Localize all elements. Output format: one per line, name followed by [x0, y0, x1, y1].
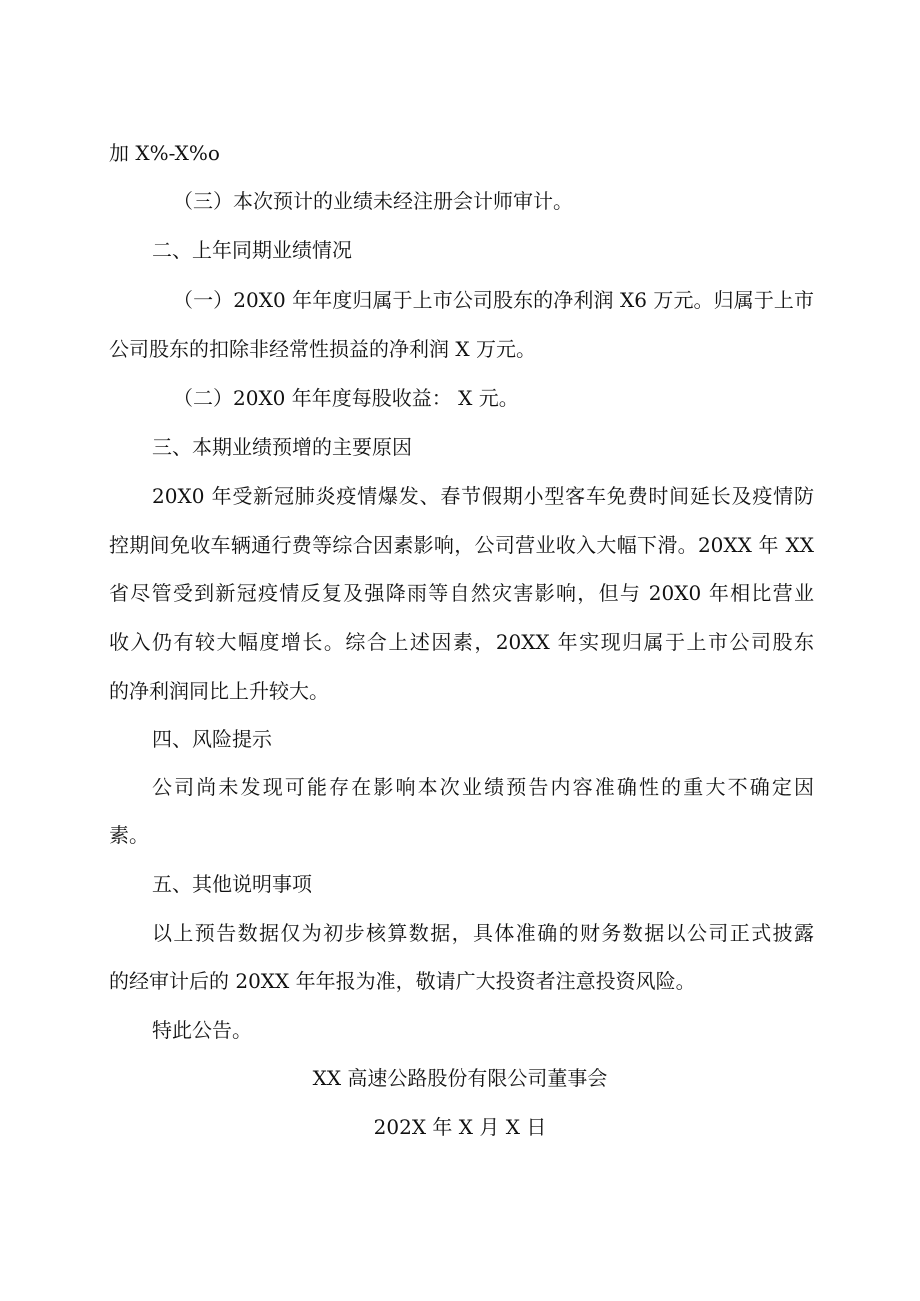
date: 202X 年 X 月 X 日	[373, 1115, 547, 1139]
section-heading: 二、上年同期业绩情况	[152, 238, 352, 262]
text-line: 收入仍有较大幅度增长。综合上述因素，20XX 年实现归属于上市公司股东	[109, 630, 814, 654]
text-line: 特此公告。	[152, 1018, 252, 1042]
text-line: 公司股东的扣除非经常性损益的净利润 X 万元。	[109, 337, 536, 361]
text-line: （二）20X0 年年度每股收益： X 元。	[173, 386, 519, 410]
signature: XX 高速公路股份有限公司董事会	[312, 1066, 608, 1090]
section-heading: 五、其他说明事项	[152, 872, 312, 896]
text-line: 控期间免收车辆通行费等综合因素影响，公司营业收入大幅下滑。20XX 年 XX	[109, 533, 814, 557]
text-line: 的经审计后的 20XX 年年报为准，敬请广大投资者注意投资风险。	[109, 969, 696, 993]
section-heading: 三、本期业绩预增的主要原因	[152, 435, 412, 459]
text-line: 20X0 年受新冠肺炎疫情爆发、春节假期小型客车免费时间延长及疫情防	[152, 484, 814, 508]
text-line: 素。	[109, 823, 149, 847]
text-line: 公司尚未发现可能存在影响本次业绩预告内容准确性的重大不确定因	[152, 775, 814, 799]
text-line: 以上预告数据仅为初步核算数据，具体准确的财务数据以公司正式披露	[152, 921, 814, 945]
section-heading: 四、风险提示	[152, 727, 272, 751]
text-line: 的净利润同比上升较大。	[109, 679, 329, 703]
text-line: （三）本次预计的业绩未经注册会计师审计。	[173, 189, 573, 213]
text-line: （一）20X0 年年度归属于上市公司股东的净利润 X6 万元。归属于上市	[173, 288, 814, 312]
text-line: 加 X%-X%o	[109, 141, 220, 165]
text-line: 省尽管受到新冠疫情反复及强降雨等自然灾害影响，但与 20X0 年相比营业	[109, 581, 814, 605]
